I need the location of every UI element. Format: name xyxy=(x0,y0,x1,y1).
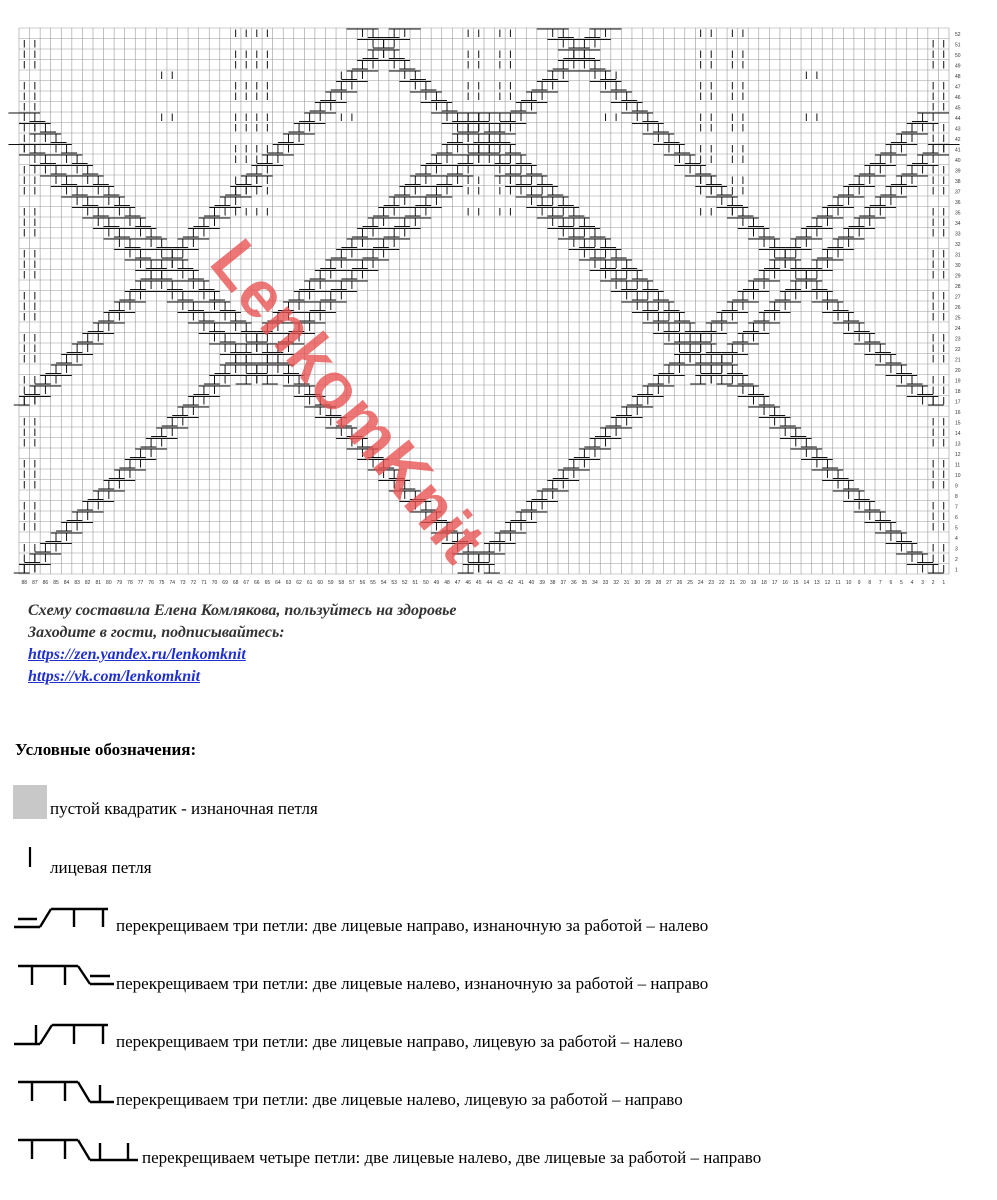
row-number: 34 xyxy=(955,220,961,227)
column-number: 43 xyxy=(497,580,503,586)
row-number: 25 xyxy=(955,315,961,322)
row-number: 47 xyxy=(955,84,961,91)
row-number: 27 xyxy=(955,294,961,301)
column-number: 20 xyxy=(740,580,746,586)
row-number: 38 xyxy=(955,178,961,185)
column-number: 15 xyxy=(792,580,799,586)
purl-square-icon xyxy=(13,785,47,819)
row-number: 33 xyxy=(955,231,961,238)
column-number: 12 xyxy=(824,580,831,586)
column-number: 72 xyxy=(190,580,197,586)
column-number: 3 xyxy=(921,580,924,586)
column-number: 11 xyxy=(835,580,841,586)
column-number: 21 xyxy=(729,580,736,586)
column-number: 59 xyxy=(327,580,334,586)
legend-text-cross-3-left-knit: перекрещиваем три петли: две лицевые налево, лицевую за работой – направо xyxy=(116,1090,683,1109)
cross-3-right-knit-icon xyxy=(10,1019,114,1049)
row-number: 36 xyxy=(955,199,961,206)
column-number: 27 xyxy=(666,580,672,586)
column-number: 26 xyxy=(676,580,683,586)
column-number: 52 xyxy=(401,580,408,586)
link-vk[interactable]: https://vk.com/lenkomknit xyxy=(28,668,201,685)
watermark-text: LenkomKnit xyxy=(196,225,501,577)
row-number: 21 xyxy=(955,357,961,364)
row-number: 22 xyxy=(955,346,961,353)
legend-text-purl: пустой квадратик - изнаночная петля xyxy=(50,799,318,818)
column-number: 71 xyxy=(201,580,207,586)
knitting-chart xyxy=(0,0,997,590)
column-number: 31 xyxy=(623,580,630,586)
column-number: 74 xyxy=(169,580,176,586)
row-number: 15 xyxy=(955,420,961,427)
column-number: 10 xyxy=(845,580,852,586)
column-number: 85 xyxy=(53,580,59,586)
column-number: 65 xyxy=(264,580,271,586)
column-number: 32 xyxy=(613,580,619,586)
row-number: 46 xyxy=(955,94,961,101)
column-number: 73 xyxy=(180,580,186,586)
column-number: 82 xyxy=(84,580,91,586)
row-number: 26 xyxy=(955,304,961,311)
cross-3-left-knit-icon xyxy=(10,1077,114,1107)
column-number: 58 xyxy=(338,580,345,586)
row-number: 48 xyxy=(955,73,961,80)
column-number: 19 xyxy=(750,580,757,586)
row-number: 5 xyxy=(955,525,958,532)
credits-block xyxy=(28,600,457,688)
column-number: 24 xyxy=(697,580,704,586)
credits-author: Схему составила Елена Комлякова, пользуйтесь на здоровье xyxy=(28,602,457,619)
column-number: 1 xyxy=(942,580,946,586)
row-number: 1 xyxy=(955,567,958,574)
row-number: 37 xyxy=(955,189,961,196)
column-number: 29 xyxy=(645,580,651,586)
row-number: 40 xyxy=(955,157,961,164)
column-number: 66 xyxy=(254,580,260,586)
column-number: 38 xyxy=(549,580,556,586)
column-number: 61 xyxy=(306,580,313,586)
column-number: 87 xyxy=(32,580,38,586)
row-number: 7 xyxy=(955,504,958,511)
row-number: 31 xyxy=(955,252,961,259)
column-number: 80 xyxy=(106,580,112,586)
column-number: 33 xyxy=(602,580,609,586)
row-number: 45 xyxy=(955,105,961,112)
column-number: 8 xyxy=(868,580,872,586)
row-number: 9 xyxy=(955,483,958,490)
row-number: 13 xyxy=(955,441,961,448)
legend-title: Условные обозначения: xyxy=(15,740,197,759)
column-number: 81 xyxy=(95,580,102,586)
row-number: 3 xyxy=(955,546,958,553)
column-number: 9 xyxy=(857,580,861,586)
row-number: 19 xyxy=(955,378,961,385)
column-number: 70 xyxy=(211,580,218,586)
row-number: 6 xyxy=(955,514,958,521)
legend-text-cross-4-left: перекрещиваем четыре петли: две лицевые налево, две лицевые за работой – направо xyxy=(142,1148,762,1167)
row-number: 30 xyxy=(955,262,961,269)
column-number: 47 xyxy=(454,580,461,586)
legend-text-cross-3-right-purl: перекрещиваем три петли: две лицевые направо, изнаночную за работой – налево xyxy=(116,916,709,935)
row-number: 24 xyxy=(955,325,961,332)
column-number: 35 xyxy=(581,580,588,586)
column-number: 28 xyxy=(655,580,662,586)
row-number: 28 xyxy=(955,283,961,290)
column-number: 40 xyxy=(528,580,535,586)
row-number: 35 xyxy=(955,210,961,217)
row-number: 20 xyxy=(955,367,961,374)
column-number: 76 xyxy=(148,580,154,586)
column-number: 55 xyxy=(370,580,376,586)
column-number: 7 xyxy=(878,580,882,586)
cross-3-right-purl-icon xyxy=(10,903,114,931)
legend-text-cross-3-right-knit: перекрещиваем три петли: две лицевые направо, лицевую за работой – налево xyxy=(116,1032,683,1051)
column-number: 75 xyxy=(158,580,165,586)
legend-text-cross-3-left-purl: перекрещиваем три петли: две лицевые налево, изнаночную за работой – направо xyxy=(116,974,709,993)
column-number: 2 xyxy=(931,580,935,586)
row-number: 10 xyxy=(955,472,961,479)
column-number: 45 xyxy=(475,580,482,586)
column-number: 44 xyxy=(486,580,493,586)
row-number: 32 xyxy=(955,241,961,248)
row-number: 44 xyxy=(955,115,961,122)
column-number: 4 xyxy=(910,580,914,586)
link-zen[interactable]: https://zen.yandex.ru/lenkomknit xyxy=(28,646,246,663)
row-number: 42 xyxy=(955,136,961,143)
column-number: 46 xyxy=(465,580,471,586)
column-number: 53 xyxy=(391,580,397,586)
column-number: 22 xyxy=(719,580,725,586)
column-number: 37 xyxy=(560,580,567,586)
cross-4-left-icon xyxy=(10,1135,140,1165)
column-number: 63 xyxy=(285,580,292,586)
row-number: 17 xyxy=(955,399,961,406)
column-number: 79 xyxy=(116,580,123,586)
row-number: 39 xyxy=(955,168,961,175)
row-number: 16 xyxy=(955,409,961,416)
column-number: 64 xyxy=(275,580,281,586)
column-number: 68 xyxy=(232,580,239,586)
legend-text-knit: лицевая петля xyxy=(50,858,152,877)
column-number: 18 xyxy=(761,580,767,586)
row-number: 29 xyxy=(955,273,961,280)
row-number: 11 xyxy=(955,462,961,469)
column-number: 78 xyxy=(127,580,133,586)
column-number: 60 xyxy=(317,580,323,586)
column-number: 34 xyxy=(592,580,598,586)
column-number: 62 xyxy=(296,580,302,586)
row-number: 23 xyxy=(955,336,961,343)
column-number: 69 xyxy=(222,580,228,586)
column-number: 86 xyxy=(42,580,49,586)
column-number: 39 xyxy=(539,580,545,586)
column-number: 30 xyxy=(634,580,641,586)
row-number: 50 xyxy=(955,52,961,59)
column-number: 17 xyxy=(771,580,778,586)
knit-bar-icon xyxy=(20,845,40,869)
row-number: 18 xyxy=(955,388,961,395)
row-number: 4 xyxy=(955,535,958,542)
row-number: 52 xyxy=(955,31,961,38)
column-number: 23 xyxy=(708,580,714,586)
column-number: 16 xyxy=(782,580,788,586)
column-number: 51 xyxy=(412,580,419,586)
column-number: 41 xyxy=(518,580,524,586)
row-number: 2 xyxy=(955,556,958,563)
row-number: 41 xyxy=(955,147,961,154)
column-number: 36 xyxy=(571,580,577,586)
column-number: 83 xyxy=(74,580,80,586)
row-number: 8 xyxy=(955,493,958,500)
row-number: 51 xyxy=(955,42,961,49)
chart-grid xyxy=(0,0,997,590)
row-number: 12 xyxy=(955,451,961,458)
column-number: 49 xyxy=(433,580,440,586)
column-number: 25 xyxy=(687,580,693,586)
row-number: 14 xyxy=(955,430,961,437)
column-number: 13 xyxy=(814,580,820,586)
column-number: 88 xyxy=(21,580,28,586)
column-number: 48 xyxy=(444,580,450,586)
column-number: 5 xyxy=(900,580,903,586)
column-number: 50 xyxy=(423,580,429,586)
column-number: 56 xyxy=(359,580,366,586)
column-number: 67 xyxy=(243,580,249,586)
column-number: 77 xyxy=(137,580,144,586)
column-number: 6 xyxy=(889,580,893,586)
column-number: 54 xyxy=(380,580,387,586)
row-number: 49 xyxy=(955,63,961,70)
credits-invite: Заходите в гости, подписывайтесь: xyxy=(28,624,285,641)
row-number: 43 xyxy=(955,126,961,133)
column-number: 84 xyxy=(63,580,70,586)
column-number: 42 xyxy=(507,580,514,586)
column-number: 14 xyxy=(803,580,810,586)
column-number: 57 xyxy=(349,580,355,586)
cross-3-left-purl-icon xyxy=(10,961,114,989)
